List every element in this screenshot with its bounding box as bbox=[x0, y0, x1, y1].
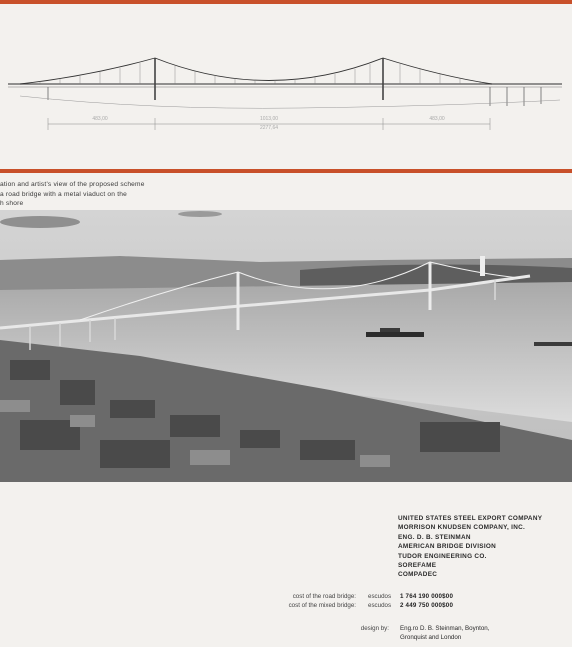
consortium-list bbox=[398, 514, 568, 580]
dimension-label-left: 483,00 bbox=[92, 116, 108, 122]
cost-value: 1 764 190 000$00 bbox=[400, 593, 454, 600]
dimension-label-total: 2277,64 bbox=[259, 125, 279, 131]
design-label: design by: bbox=[360, 625, 389, 632]
design-line: Gronquist and London bbox=[400, 634, 462, 641]
caption-line: ation and artist's view of the proposed scheme bbox=[0, 181, 145, 188]
cost-row-road bbox=[0, 592, 572, 601]
cost-row-mixed bbox=[0, 601, 572, 610]
dimension-label-center: 1013,00 bbox=[259, 116, 279, 122]
cost-value: 2 449 750 000$00 bbox=[400, 602, 454, 609]
company-name: MORRISON KNUDSEN COMPANY, INC. bbox=[398, 524, 526, 532]
cost-unit: escudos bbox=[368, 602, 392, 609]
design-line: Eng.ro D. B. Steinman, Boynton, bbox=[400, 625, 490, 632]
company-name: AMERICAN BRIDGE DIVISION bbox=[398, 543, 497, 551]
bridge-aerial-photo bbox=[0, 210, 572, 482]
company-name: COMPADEC bbox=[398, 571, 438, 579]
caption-line: a road bridge with a metal viaduct on the bbox=[0, 190, 127, 198]
company-name: SOREFAME bbox=[398, 562, 437, 570]
dimension-label-right: 483,00 bbox=[429, 116, 445, 122]
company-name: UNITED STATES STEEL EXPORT COMPANY bbox=[398, 515, 543, 522]
cost-unit: escudos bbox=[368, 593, 392, 600]
company-name: TUDOR ENGINEERING CO. bbox=[398, 552, 487, 560]
caption-line: h shore bbox=[0, 200, 24, 207]
cost-label: cost of the road bridge: bbox=[292, 593, 356, 600]
figure-caption bbox=[0, 180, 200, 209]
design-authors bbox=[400, 624, 565, 642]
company-name: ENG. D. B. STEINMAN bbox=[398, 533, 471, 541]
cost-label: cost of the mixed bridge: bbox=[288, 602, 356, 609]
top-accent-rule bbox=[0, 0, 572, 4]
middle-accent-rule bbox=[0, 169, 572, 173]
bridge-elevation-drawing bbox=[0, 8, 572, 158]
